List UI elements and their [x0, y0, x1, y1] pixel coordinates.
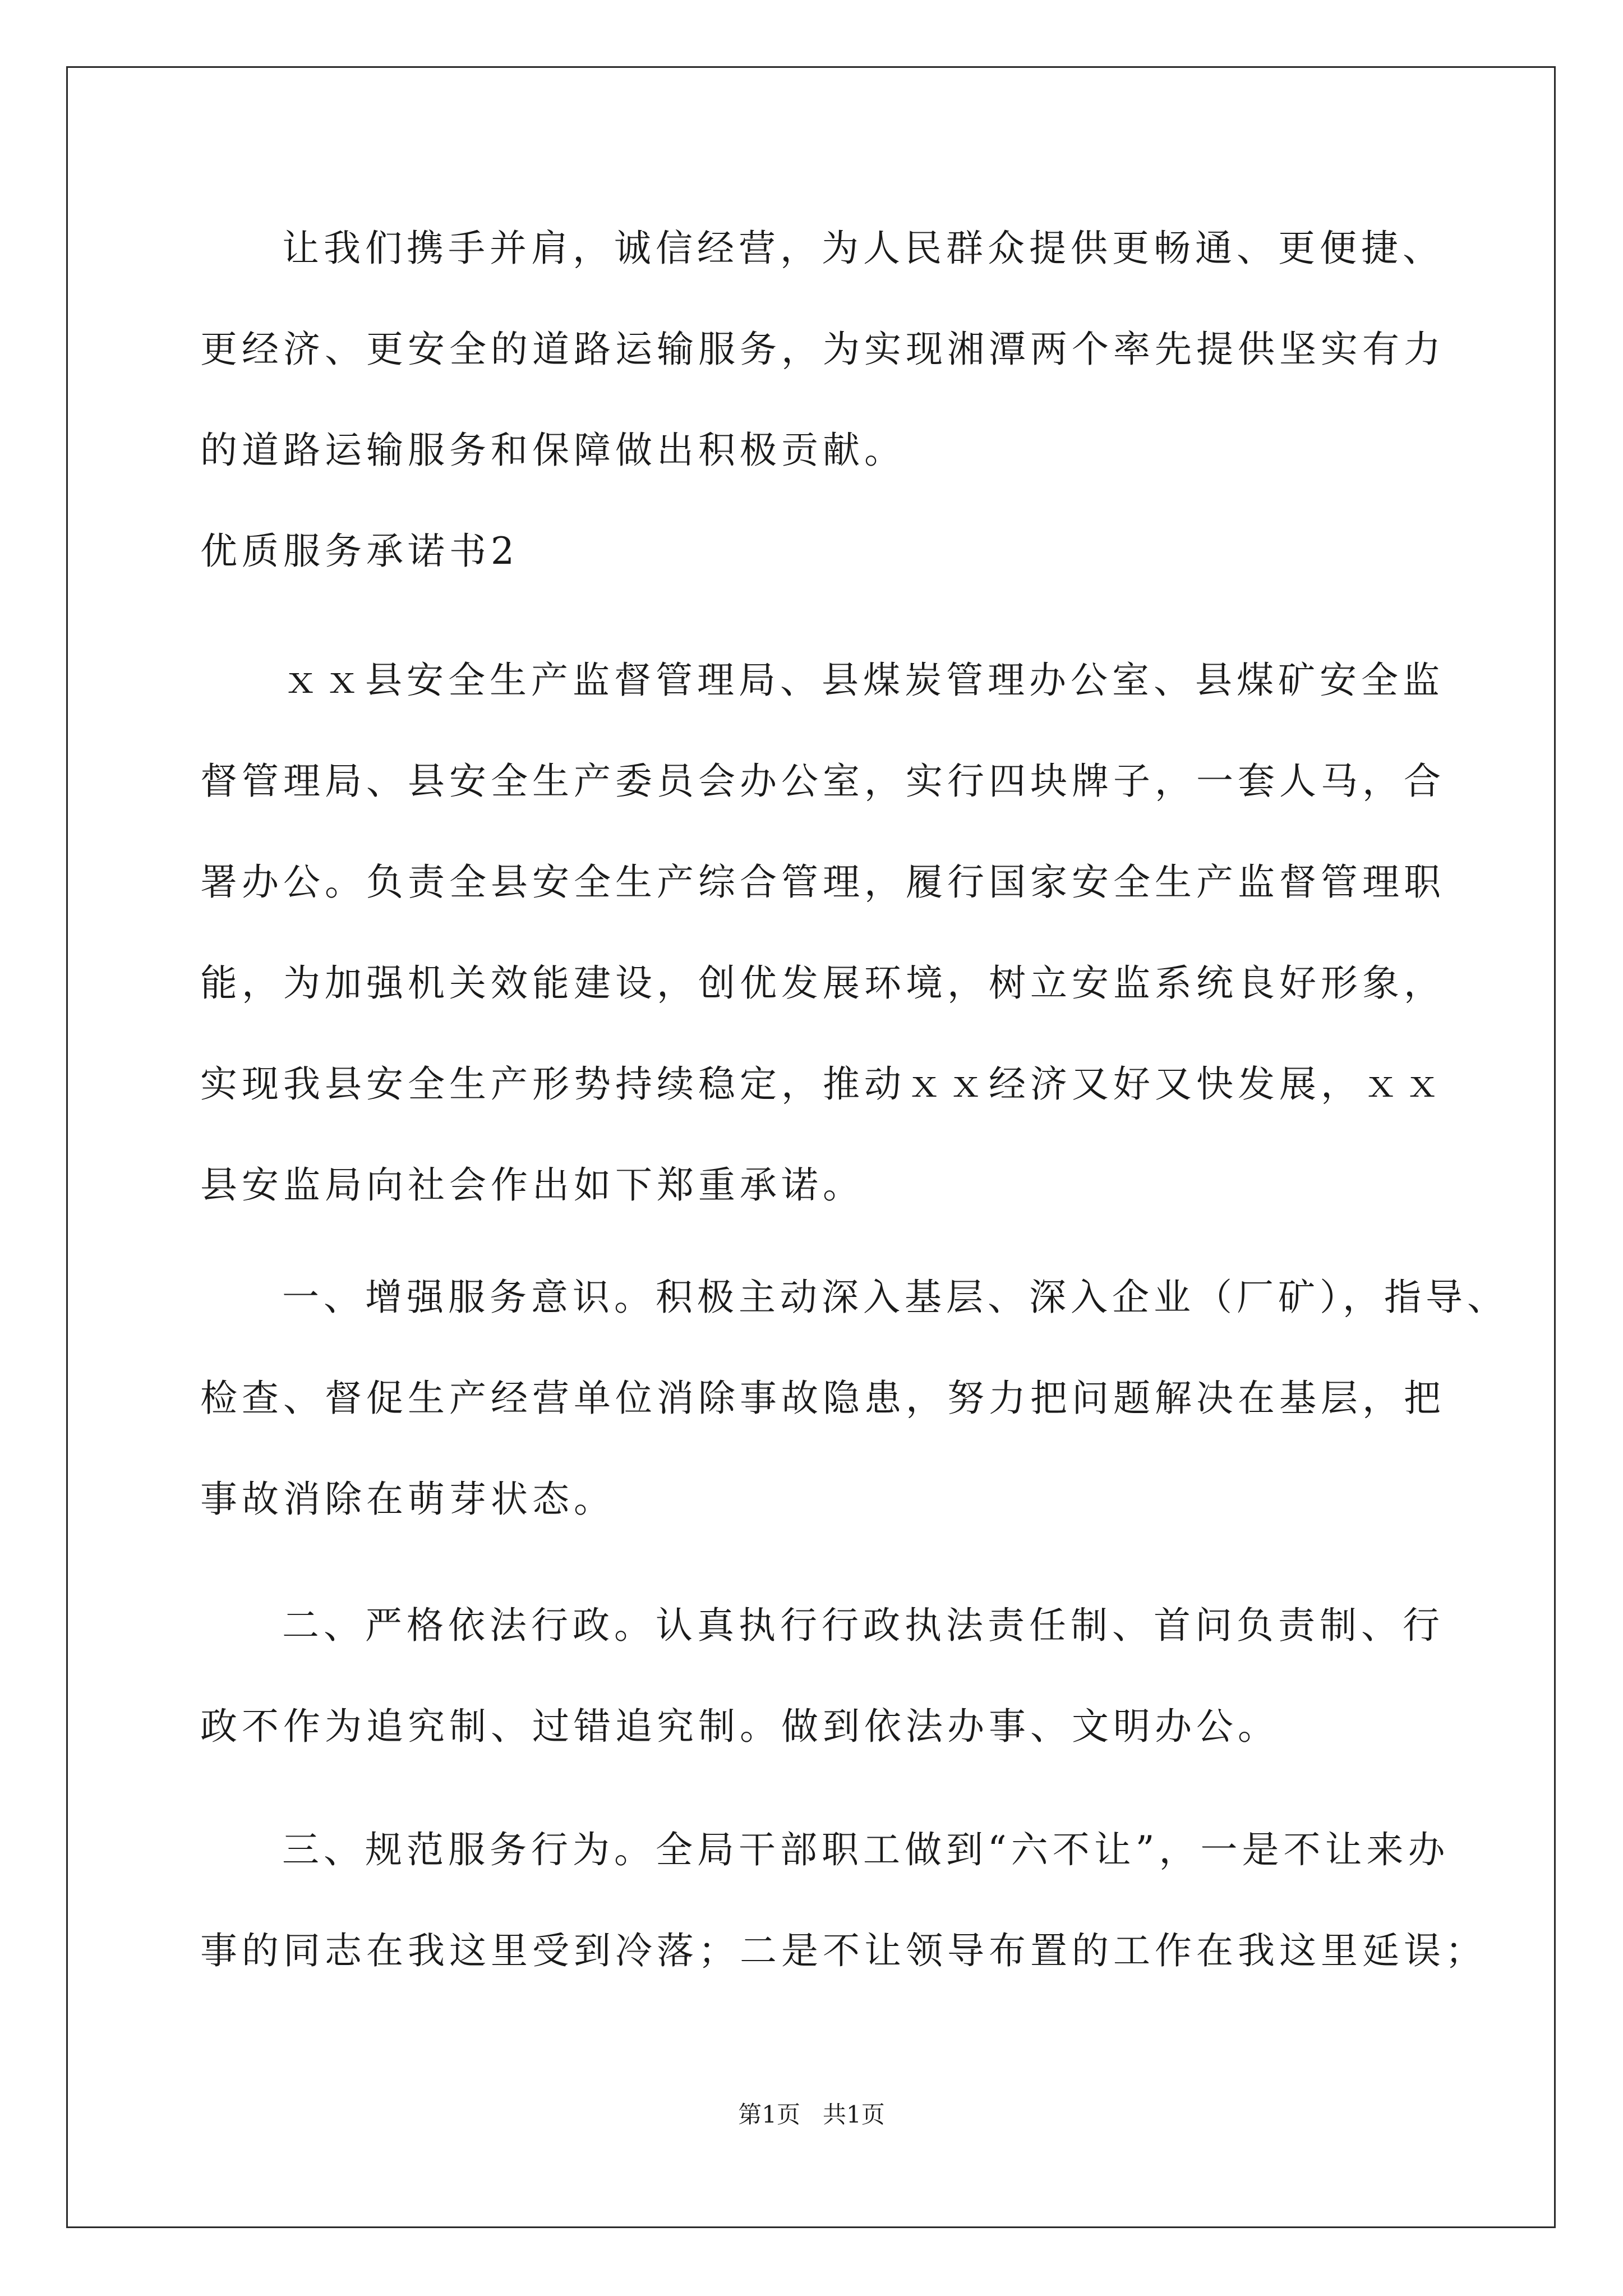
section-heading: 优质服务承诺书2 — [200, 530, 519, 573]
body-text-line: 更经济、更安全的道路运输服务，为实现湘潭两个率先提供坚实有力 — [200, 328, 1445, 371]
body-text-line: 事的同志在我这里受到冷落；二是不让领导布置的工作在我这里延误； — [200, 1929, 1487, 1972]
body-text-line: 检查、督促生产经营单位消除事故隐患，努力把问题解决在基层，把 — [200, 1377, 1445, 1420]
body-text-line: 署办公。负责全县安全生产综合管理，履行国家安全生产监督管理职 — [200, 861, 1445, 904]
body-text-line: 二、严格依法行政。认真执行行政执法责任制、首问负责制、行 — [282, 1604, 1444, 1647]
body-text-line: 的道路运输服务和保障做出积极贡献。 — [200, 429, 906, 472]
body-text-line: 督管理局、县安全生产委员会办公室，实行四块牌子，一套人马，合 — [200, 760, 1445, 803]
body-text-line: ｘｘ县安全生产监督管理局、县煤炭管理办公室、县煤矿安全监 — [282, 659, 1444, 702]
page-border — [66, 66, 1556, 2228]
body-text-line: 三、规范服务行为。全局干部职工做到“六不让”，一是不让来办 — [282, 1828, 1450, 1871]
body-text-line: 能，为加强机关效能建设，创优发展环境，树立安监系统良好形象， — [200, 961, 1445, 1005]
body-text-line: 一、增强服务意识。积极主动深入基层、深入企业（厂矿），指导、 — [282, 1276, 1509, 1319]
body-text-line: 实现我县安全生产形势持续稳定，推动ｘｘ经济又好又快发展，ｘｘ — [200, 1062, 1445, 1106]
body-text-line: 政不作为追究制、过错追究制。做到依法办事、文明办公。 — [200, 1705, 1279, 1748]
body-text-line: 让我们携手并肩，诚信经营，为人民群众提供更畅通、更便捷、 — [282, 227, 1444, 270]
body-text-line: 事故消除在萌芽状态。 — [200, 1478, 615, 1521]
page-number-footer: 第1页 共1页 — [738, 2101, 885, 2128]
body-text-line: 县安监局向社会作出如下郑重承诺。 — [200, 1163, 864, 1207]
